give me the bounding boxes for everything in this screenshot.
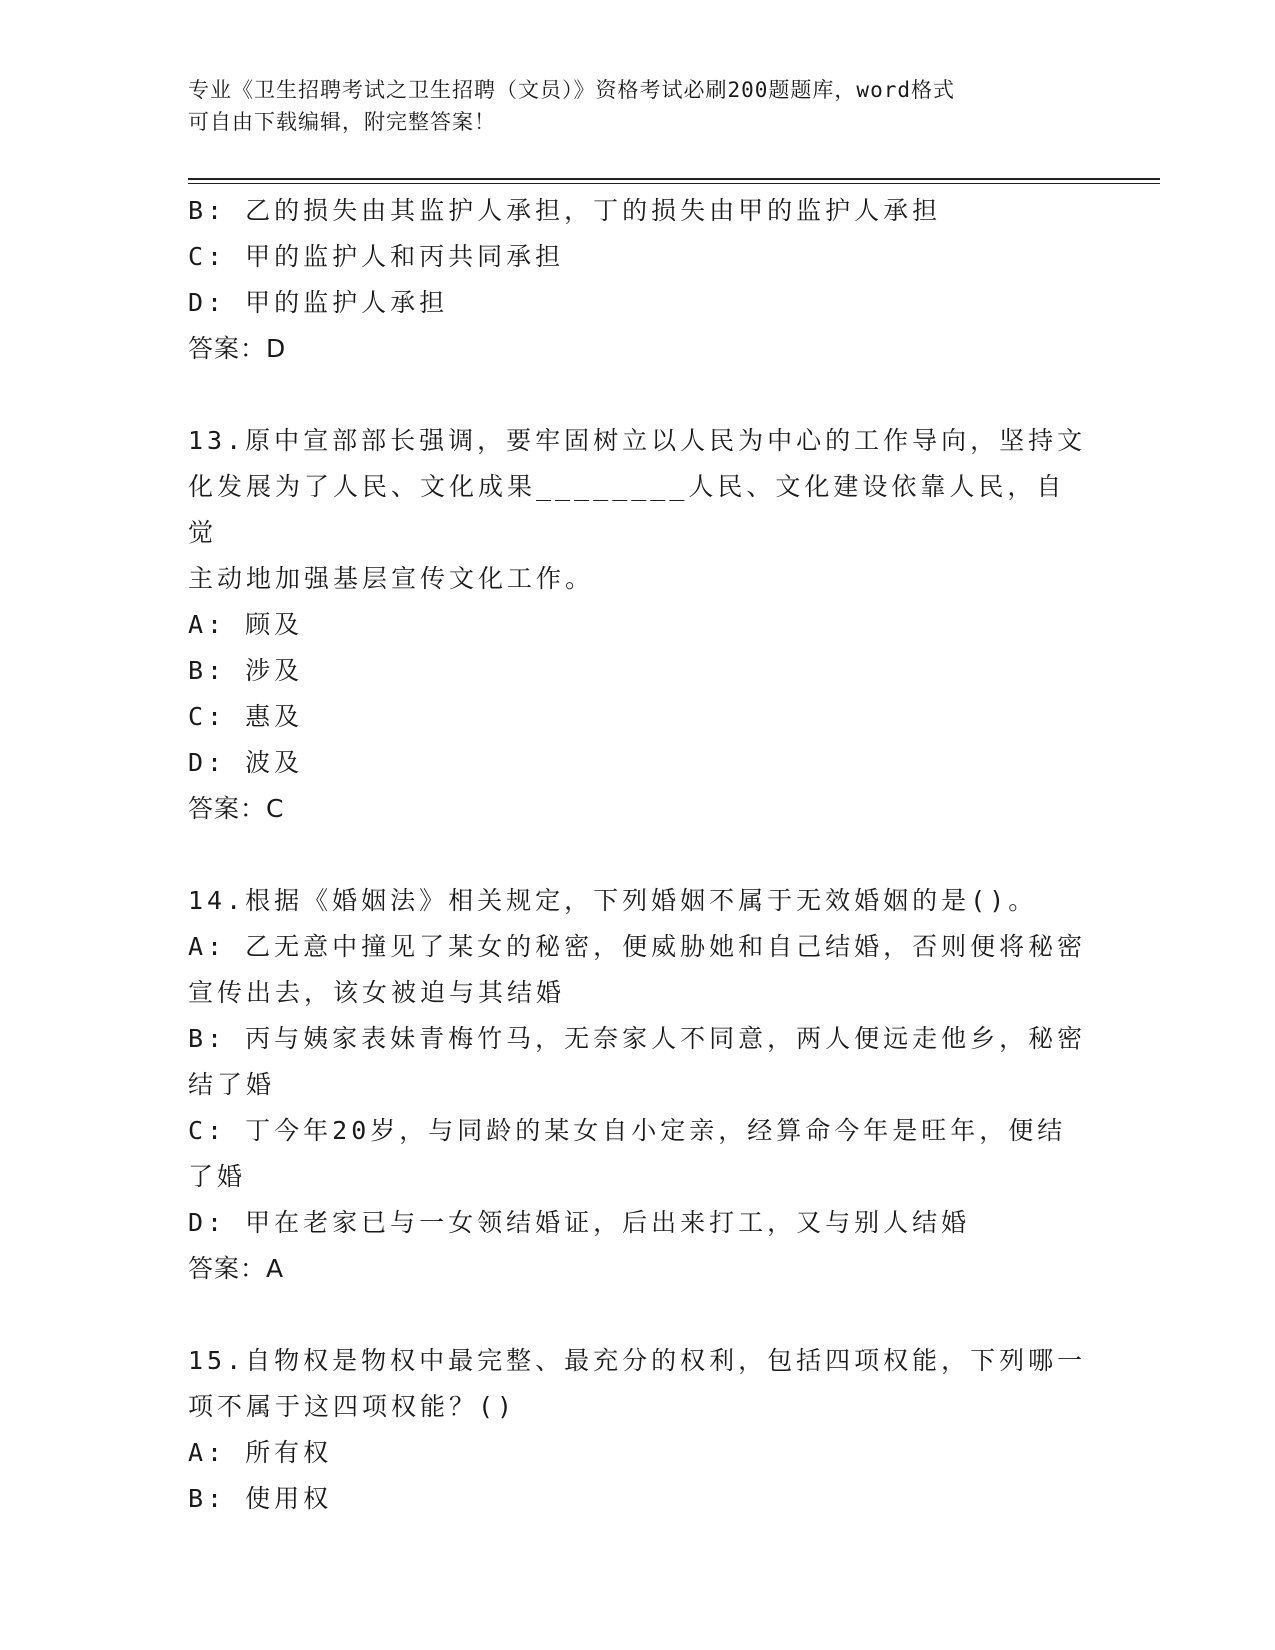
option-a: A: 顾及 [188,610,304,639]
option-b: B: 涉及 [188,656,304,685]
document-body [188,188,1088,1522]
document-header [188,74,1068,138]
question-13 [188,418,1088,832]
option-b-continued: 结了婚 [188,1070,276,1099]
question-14 [188,878,1088,1292]
question-stem-line: 15.自物权是物权中最完整、最充分的权利，包括四项权能，下列哪一 [188,1346,1087,1375]
option-c: C: 甲的监护人和丙共同承担 [188,242,565,271]
question-stem-line: 化发展为了人民、文化成果________人民、文化建设依靠人民，自觉 [188,472,1066,547]
option-c: C: 丁今年20岁，与同龄的某女自小定亲，经算命今年是旺年，便结 [188,1116,1067,1145]
answer-line: 答案：D [188,334,287,363]
answer-line: 答案：C [188,794,285,823]
header-line-1: 专业《卫生招聘考试之卫生招聘（文员）》资格考试必刷200题题库，word格式 [188,78,955,102]
option-c-continued: 了婚 [188,1162,247,1191]
option-b: B: 乙的损失由其监护人承担，丁的损失由甲的监护人承担 [188,196,942,225]
option-b: B: 使用权 [188,1484,333,1513]
question-stem-line: 14.根据《婚姻法》相关规定，下列婚姻不属于无效婚姻的是()。 [188,886,1038,915]
header-divider [188,178,1160,184]
answer-line: 答案：A [188,1254,285,1283]
option-a: A: 乙无意中撞见了某女的秘密，便威胁她和自己结婚，否则便将秘密 [188,932,1087,961]
question-stem-line: 项不属于这四项权能？() [188,1392,517,1421]
option-d: D: 甲在老家已与一女领结婚证，后出来打工，又与别人结婚 [188,1208,971,1237]
question-stem-line: 主动地加强基层宣传文化工作。 [188,564,595,593]
option-d: D: 波及 [188,748,304,777]
option-a-continued: 宣传出去，该女被迫与其结婚 [188,978,566,1007]
option-b: B: 丙与姨家表妹青梅竹马，无奈家人不同意，两人便远走他乡，秘密 [188,1024,1087,1053]
option-d: D: 甲的监护人承担 [188,288,449,317]
option-a: A: 所有权 [188,1438,333,1467]
header-line-2: 可自由下载编辑，附完整答案！ [188,110,496,134]
option-c: C: 惠及 [188,702,304,731]
previous-question-tail [188,188,1088,372]
question-stem-line: 13.原中宣部部长强调，要牢固树立以人民为中心的工作导向，坚持文 [188,426,1087,455]
question-15 [188,1338,1088,1522]
